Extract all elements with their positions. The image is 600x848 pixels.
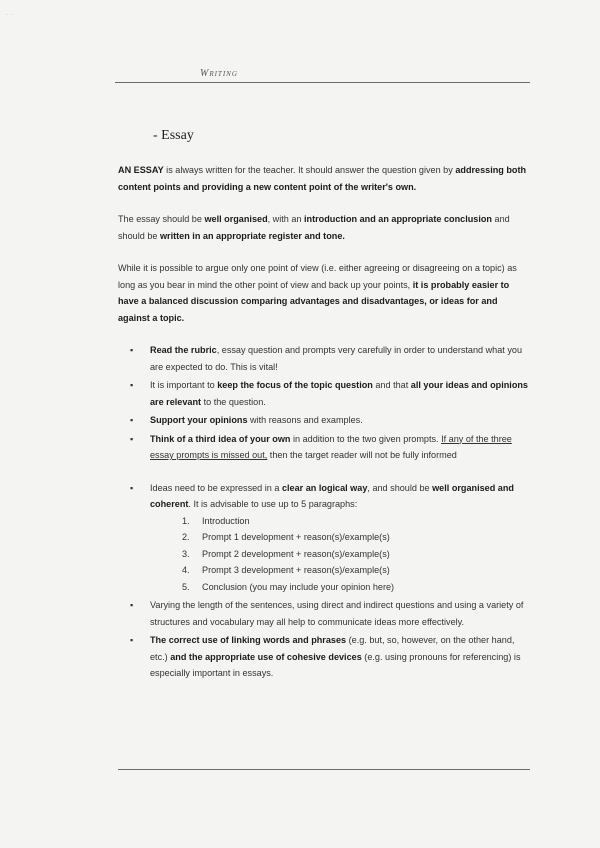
list-item: [118, 342, 528, 375]
list-item: [118, 597, 528, 630]
text: The essay should be: [118, 214, 205, 224]
bold-text: keep the focus of the topic question: [217, 380, 373, 390]
list-item: [118, 431, 528, 464]
numbered-item: [150, 562, 528, 579]
text: , and should be: [367, 482, 433, 493]
text: is always written for the teacher. It should answer the question given by: [163, 165, 456, 175]
bold-text: and the appropriate use of cohesive devices: [170, 651, 362, 662]
text: to the question.: [201, 396, 266, 407]
text: (e.g. using pronouns for referencing) is especially important in essays.: [150, 651, 521, 678]
item-number: 1.: [182, 515, 190, 526]
bold-text: all your ideas and opinions are relevant: [150, 380, 528, 407]
bullet-icon: ▪: [130, 415, 134, 425]
bold-text: well organised: [204, 214, 268, 224]
text: , with an: [267, 214, 305, 224]
header-divider: [115, 82, 530, 83]
bullet-icon: ▪: [130, 600, 134, 610]
text: Ideas need to be expressed in a: [150, 482, 282, 493]
paragraph-intro: [118, 162, 528, 195]
item-number: 5.: [182, 581, 190, 592]
numbered-item: [150, 546, 528, 563]
bold-text: well organised and coherent: [150, 482, 514, 509]
bullet-icon: ▪: [130, 433, 134, 444]
text: and should be: [118, 214, 510, 241]
page-title: - Essay: [153, 128, 194, 143]
underlined-text: If any of the three essay prompts is missed out,: [150, 433, 512, 460]
paragraph-organisation: [118, 211, 528, 244]
bullet-icon: ▪: [130, 635, 134, 645]
list-item: [118, 632, 528, 682]
text: then the target reader will not be fully informed: [267, 450, 457, 460]
bold-text: Think of a third idea of your own: [150, 433, 291, 444]
paragraph-plan-list: [150, 513, 528, 596]
bullet-icon: ▪: [130, 345, 134, 355]
item-text: Conclusion (you may include your opinion here): [202, 581, 395, 592]
bold-text: introduction and an appropriate conclusion: [304, 214, 492, 224]
item-text: Prompt 1 development + reason(s)/example(s): [202, 532, 390, 542]
list-item: [118, 412, 528, 429]
text: , essay question and prompts very carefully in order to understand what you are expected to do. This is vital!: [150, 345, 523, 372]
list-item: [118, 480, 528, 596]
item-text: Prompt 3 development + reason(s)/example(s): [202, 565, 390, 575]
item-number: 3.: [182, 548, 190, 559]
list-item: [118, 377, 528, 410]
bold-text: The correct use of linking words and phrases: [150, 635, 347, 645]
numbered-item: [150, 513, 528, 530]
text: While it is possible to argue only one point of view (i.e. either agreeing or disagreeing on a topic) as long as you bear in mind the other point of view and back up your points,: [118, 263, 517, 290]
bold-text: AN ESSAY: [118, 165, 164, 175]
paragraph-point-of-view: [118, 260, 528, 326]
text: with reasons and examples.: [247, 415, 363, 425]
section-header: Writing: [200, 68, 238, 79]
bullet-icon: ▪: [130, 380, 134, 390]
text: . It is advisable to use up to 5 paragraphs:: [188, 499, 358, 509]
bullet-icon: ▪: [130, 482, 134, 493]
text: It is important to: [150, 380, 218, 390]
bold-text: Read the rubric: [150, 345, 217, 355]
text: and that: [372, 380, 411, 390]
footer-divider: [118, 769, 530, 770]
essay-body: [118, 162, 528, 684]
text: Varying the length of the sentences, using direct and indirect questions and using a variety of structures and vocabulary may all help to communicate ideas more effectively.: [150, 600, 524, 627]
bold-text: written in an appropriate register and tone.: [159, 230, 345, 241]
text: in addition to the two given prompts.: [290, 433, 442, 444]
tips-list: [118, 342, 528, 682]
bold-text: clear an logical way: [281, 482, 368, 493]
item-number: 2.: [182, 532, 190, 542]
bold-text: addressing both content points and providing a new content point of the writer's own.: [118, 165, 527, 192]
text: (e.g. but, so, however, on the other hand, etc.): [150, 635, 515, 662]
numbered-item: [150, 579, 528, 596]
item-number: 4.: [182, 565, 190, 575]
numbered-item: [150, 529, 528, 546]
corner-mark: · ·: [6, 12, 15, 18]
bold-text: it is probably easier to have a balanced discussion comparing advantages and disadvantages, or ideas for and against a topic.: [118, 279, 510, 323]
item-text: Introduction: [202, 515, 250, 526]
item-text: Prompt 2 development + reason(s)/example(s): [202, 548, 390, 559]
bold-text: Support your opinions: [150, 415, 248, 425]
